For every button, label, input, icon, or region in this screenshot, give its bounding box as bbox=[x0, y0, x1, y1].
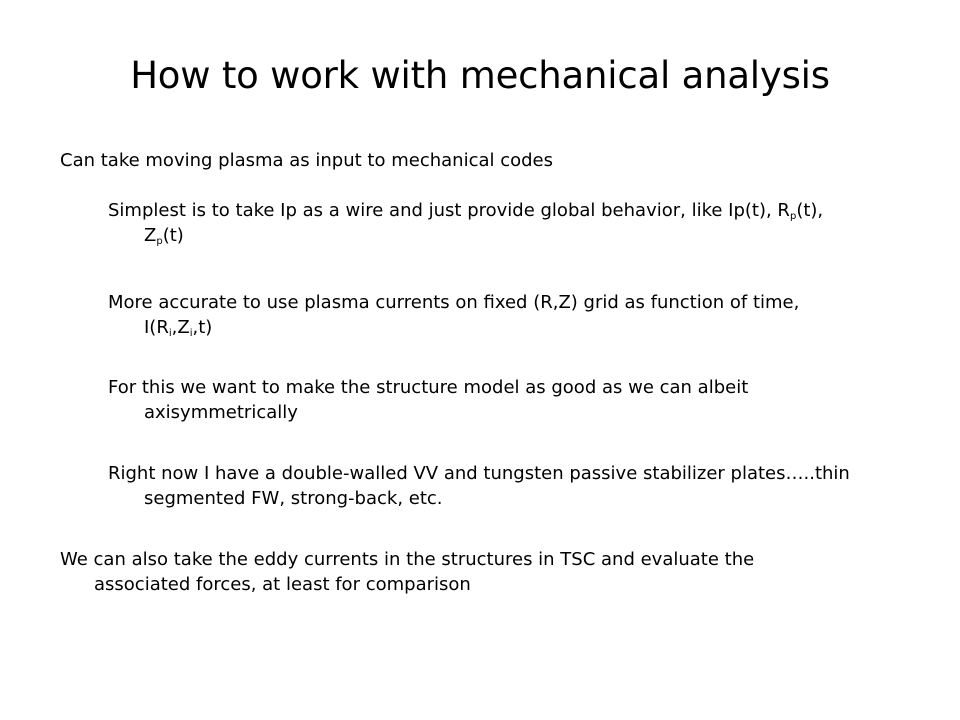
slide-title: How to work with mechanical analysis bbox=[130, 54, 830, 97]
bullet-text: (t), bbox=[796, 200, 824, 221]
bullet-text: I(R bbox=[144, 317, 169, 338]
bullet-text: Can take moving plasma as input to mechanical codes bbox=[60, 150, 554, 171]
bullet-level1-plasma-input bbox=[60, 148, 553, 173]
subscript-p: p bbox=[789, 211, 797, 222]
bullet-line-1: For this we want to make the structure model as good as we can albeit bbox=[108, 377, 749, 398]
subscript-p: p bbox=[156, 236, 163, 247]
bullet-line-2 bbox=[108, 315, 799, 340]
bullet-level1-eddy-currents bbox=[60, 547, 754, 597]
subscript-i: i bbox=[168, 328, 172, 339]
bullet-line-1: We can also take the eddy currents in the structures in TSC and evaluate the bbox=[60, 549, 755, 570]
bullet-level2-structure-model bbox=[108, 375, 748, 425]
bullet-level2-right-now bbox=[108, 461, 850, 511]
subscript-i: i bbox=[189, 328, 193, 339]
bullet-line-1: More accurate to use plasma currents on fixed (R,Z) grid as function of time, bbox=[108, 292, 800, 313]
bullet-line-1: Right now I have a double-walled VV and tungsten passive stabilizer plates…..thin bbox=[108, 463, 850, 484]
bullet-line-2 bbox=[108, 223, 823, 248]
bullet-text: Simplest is to take Ip as a wire and just provide global behavior, like Ip(t), R bbox=[108, 200, 790, 221]
bullet-text: ,t) bbox=[192, 317, 213, 338]
bullet-text: Z bbox=[144, 225, 157, 246]
bullet-level2-more-accurate bbox=[108, 290, 799, 340]
bullet-line-2: associated forces, at least for comparison bbox=[94, 574, 471, 595]
bullet-level2-simplest bbox=[108, 198, 823, 248]
bullet-line-1 bbox=[108, 198, 823, 223]
bullet-line-2: axisymmetrically bbox=[144, 402, 298, 423]
bullet-line-2: segmented FW, strong-back, etc. bbox=[144, 488, 443, 509]
bullet-text: (t) bbox=[162, 225, 184, 246]
bullet-text: ,Z bbox=[171, 317, 190, 338]
